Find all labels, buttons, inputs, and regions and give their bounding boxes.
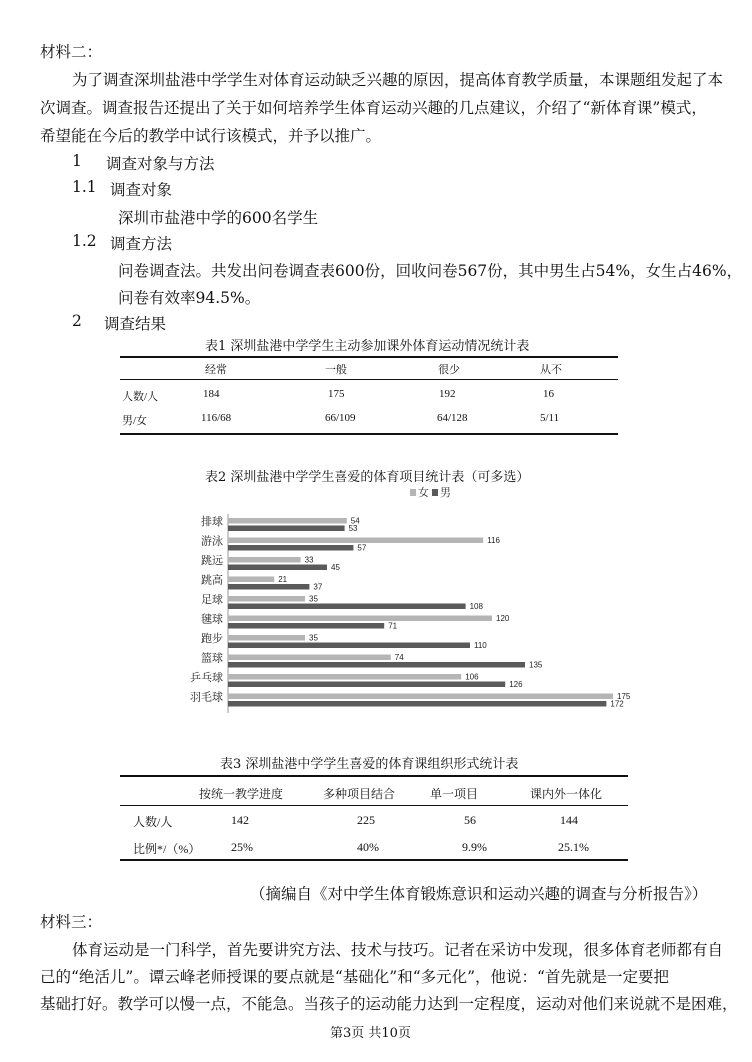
bar-male bbox=[228, 662, 525, 668]
bar-male bbox=[228, 623, 384, 629]
category-label: 羽毛球 bbox=[190, 691, 223, 704]
table3-caption: 表3 深圳盐港中学学生喜爱的体育课组织形式统计表 bbox=[220, 757, 519, 772]
table3-cell: 9.9% bbox=[462, 840, 487, 854]
data-label: 74 bbox=[394, 653, 404, 662]
table1-cell: 16 bbox=[543, 388, 554, 400]
table1-top-rule bbox=[120, 356, 618, 358]
table1-cell: 184 bbox=[203, 388, 220, 400]
table1-cell: 66/109 bbox=[325, 412, 356, 424]
table3-header-cell: 单一项目 bbox=[430, 787, 479, 801]
table3-cell: 25% bbox=[231, 840, 253, 854]
table3-top-rule bbox=[120, 775, 628, 777]
table1-header-cell: 很少 bbox=[438, 364, 460, 376]
table3-cell: 人数/人 bbox=[133, 815, 173, 829]
bar-female bbox=[228, 557, 301, 563]
table3-cell: 225 bbox=[357, 813, 375, 827]
category-label: 跑步 bbox=[201, 633, 223, 645]
data-label: 37 bbox=[313, 582, 323, 592]
data-label: 21 bbox=[278, 575, 288, 584]
category-label: 游泳 bbox=[201, 535, 223, 548]
category-label: 足球 bbox=[201, 594, 223, 606]
bar-male bbox=[228, 682, 505, 688]
table1-cell: 192 bbox=[439, 388, 456, 400]
bar-female bbox=[228, 635, 305, 641]
table3-cell: 142 bbox=[231, 813, 249, 827]
table1-header-cell: 经常 bbox=[205, 364, 227, 376]
table1-caption: 表1 深圳盐港中学学生主动参加课外体育运动情况统计表 bbox=[205, 339, 530, 354]
table1-cell: 男/女 bbox=[122, 415, 148, 427]
table3-bottom-rule bbox=[120, 859, 628, 861]
table1-cell: 5/11 bbox=[540, 412, 560, 424]
data-label: 33 bbox=[304, 555, 314, 565]
table1-cell: 人数/人 bbox=[122, 391, 159, 403]
data-label: 35 bbox=[309, 594, 318, 604]
bar-male bbox=[228, 643, 470, 649]
table3-cell: 25.1% bbox=[558, 840, 589, 854]
data-label: 57 bbox=[357, 543, 367, 553]
legend-swatch bbox=[410, 489, 416, 496]
category-label: 跳远 bbox=[201, 555, 223, 567]
data-label: 116 bbox=[487, 536, 500, 545]
table1-cell: 175 bbox=[328, 388, 345, 400]
material3-line-1: 体育运动是一门科学，首先要讲究方法、技术与技巧。记者在采访中发现，很多体育老师都有自 bbox=[72, 941, 724, 959]
data-label: 71 bbox=[388, 621, 398, 631]
section-1-1-title: 调查对象 bbox=[110, 181, 173, 199]
bar-female bbox=[228, 596, 305, 602]
table3-cell: 比例*/（%） bbox=[133, 842, 201, 856]
data-label: 35 bbox=[309, 633, 318, 643]
table3-header-cell: 按统一教学进度 bbox=[199, 787, 284, 801]
table1-mid-rule bbox=[120, 379, 618, 380]
data-label: 106 bbox=[465, 672, 479, 682]
data-label: 126 bbox=[509, 680, 523, 689]
table1-header-cell: 一般 bbox=[325, 364, 347, 376]
section-1-2-title: 调查方法 bbox=[110, 235, 173, 253]
intro-line-3: 希望能在今后的教学中试行该模式，并予以推广。 bbox=[40, 127, 382, 145]
data-label: 45 bbox=[331, 563, 340, 572]
table1-cell: 64/128 bbox=[437, 412, 468, 424]
data-label: 172 bbox=[610, 699, 624, 709]
table3-cell: 56 bbox=[464, 813, 476, 827]
chart-title: 表2 深圳盐港中学学生喜爱的体育项目统计表（可多选） bbox=[205, 470, 530, 485]
data-label: 175 bbox=[617, 692, 631, 701]
bar-male bbox=[228, 565, 327, 571]
page-footer: 第3页 共10页 bbox=[330, 1026, 411, 1041]
bar-female bbox=[228, 674, 461, 680]
source-citation: （摘编自《对中学生体育锻炼意识和运动兴趣的调查与分析报告》） bbox=[250, 885, 708, 903]
category-label: 排球 bbox=[201, 516, 223, 528]
table1-cell: 116/68 bbox=[201, 412, 232, 424]
section-1-num: 1 bbox=[72, 152, 82, 170]
section-1-1-text: 深圳市盐港中学的600名学生 bbox=[118, 209, 319, 227]
data-label: 110 bbox=[474, 641, 487, 650]
category-label: 毽球 bbox=[201, 613, 223, 626]
material3-line-3: 基础打好。教学可以慢一点，不能急。当孩子的运动能力达到一定程度，运动对他们来说就不是困难， bbox=[40, 995, 738, 1013]
table3-header-cell: 多种项目结合 bbox=[323, 787, 396, 801]
section-1-title: 调查对象与方法 bbox=[106, 155, 215, 173]
table3-mid-rule bbox=[120, 805, 628, 806]
bar-female bbox=[228, 577, 274, 583]
intro-line-1: 为了调查深圳盐港中学学生对体育运动缺乏兴趣的原因，提高体育教学质量，本课题组发起了本 bbox=[72, 71, 724, 89]
sports-bar-chart bbox=[0, 480, 752, 730]
bar-female bbox=[228, 538, 483, 544]
category-label: 跳高 bbox=[201, 574, 223, 587]
material3-line-2: 己的“绝活儿”。谭云峰老师授课的要点就是“基础化”和“多元化”，他说：“首先就是一定要把 bbox=[40, 968, 669, 986]
section-2-title: 调查结果 bbox=[104, 315, 167, 333]
bar-male bbox=[228, 584, 309, 590]
bar-male bbox=[228, 604, 466, 610]
category-label: 乒乓球 bbox=[190, 672, 223, 684]
bar-male bbox=[228, 526, 345, 532]
bar-female bbox=[228, 655, 391, 661]
section-1-1-num: 1.1 bbox=[72, 178, 97, 196]
section-1-2-text-1: 问卷调查法。共发出问卷调查表600份，回收问卷567份，其中男生占54%，女生占46%， bbox=[118, 262, 743, 280]
bar-female bbox=[228, 616, 492, 622]
section-2-num: 2 bbox=[72, 312, 82, 330]
legend-swatch bbox=[432, 489, 438, 496]
data-label: 108 bbox=[469, 602, 483, 611]
data-label: 135 bbox=[529, 660, 543, 670]
bar-female bbox=[228, 694, 613, 700]
table1-header-cell: 从不 bbox=[540, 364, 562, 376]
section-1-2-num: 1.2 bbox=[72, 232, 97, 250]
legend-label: 女 bbox=[418, 487, 429, 499]
data-label: 53 bbox=[348, 524, 358, 533]
bar-female bbox=[228, 518, 347, 524]
intro-line-2: 次调查。调查报告还提出了关于如何培养学生体育运动兴趣的几点建议，介绍了“新体育课”模式， bbox=[40, 99, 707, 117]
data-label: 54 bbox=[350, 516, 360, 526]
table3-cell: 40% bbox=[357, 840, 379, 854]
bar-male bbox=[228, 545, 353, 551]
heading-material-3: 材料三： bbox=[40, 913, 103, 931]
category-label: 篮球 bbox=[201, 652, 223, 665]
legend-label: 男 bbox=[440, 487, 451, 499]
data-label: 120 bbox=[496, 614, 510, 623]
heading-material-2: 材料二： bbox=[40, 43, 103, 61]
section-1-2-text-2: 问卷有效率94.5%。 bbox=[118, 289, 261, 307]
table1-bottom-rule bbox=[120, 433, 618, 435]
table3-header-cell: 课内外一体化 bbox=[530, 787, 603, 801]
table3-cell: 144 bbox=[560, 813, 578, 827]
bar-male bbox=[228, 701, 606, 707]
